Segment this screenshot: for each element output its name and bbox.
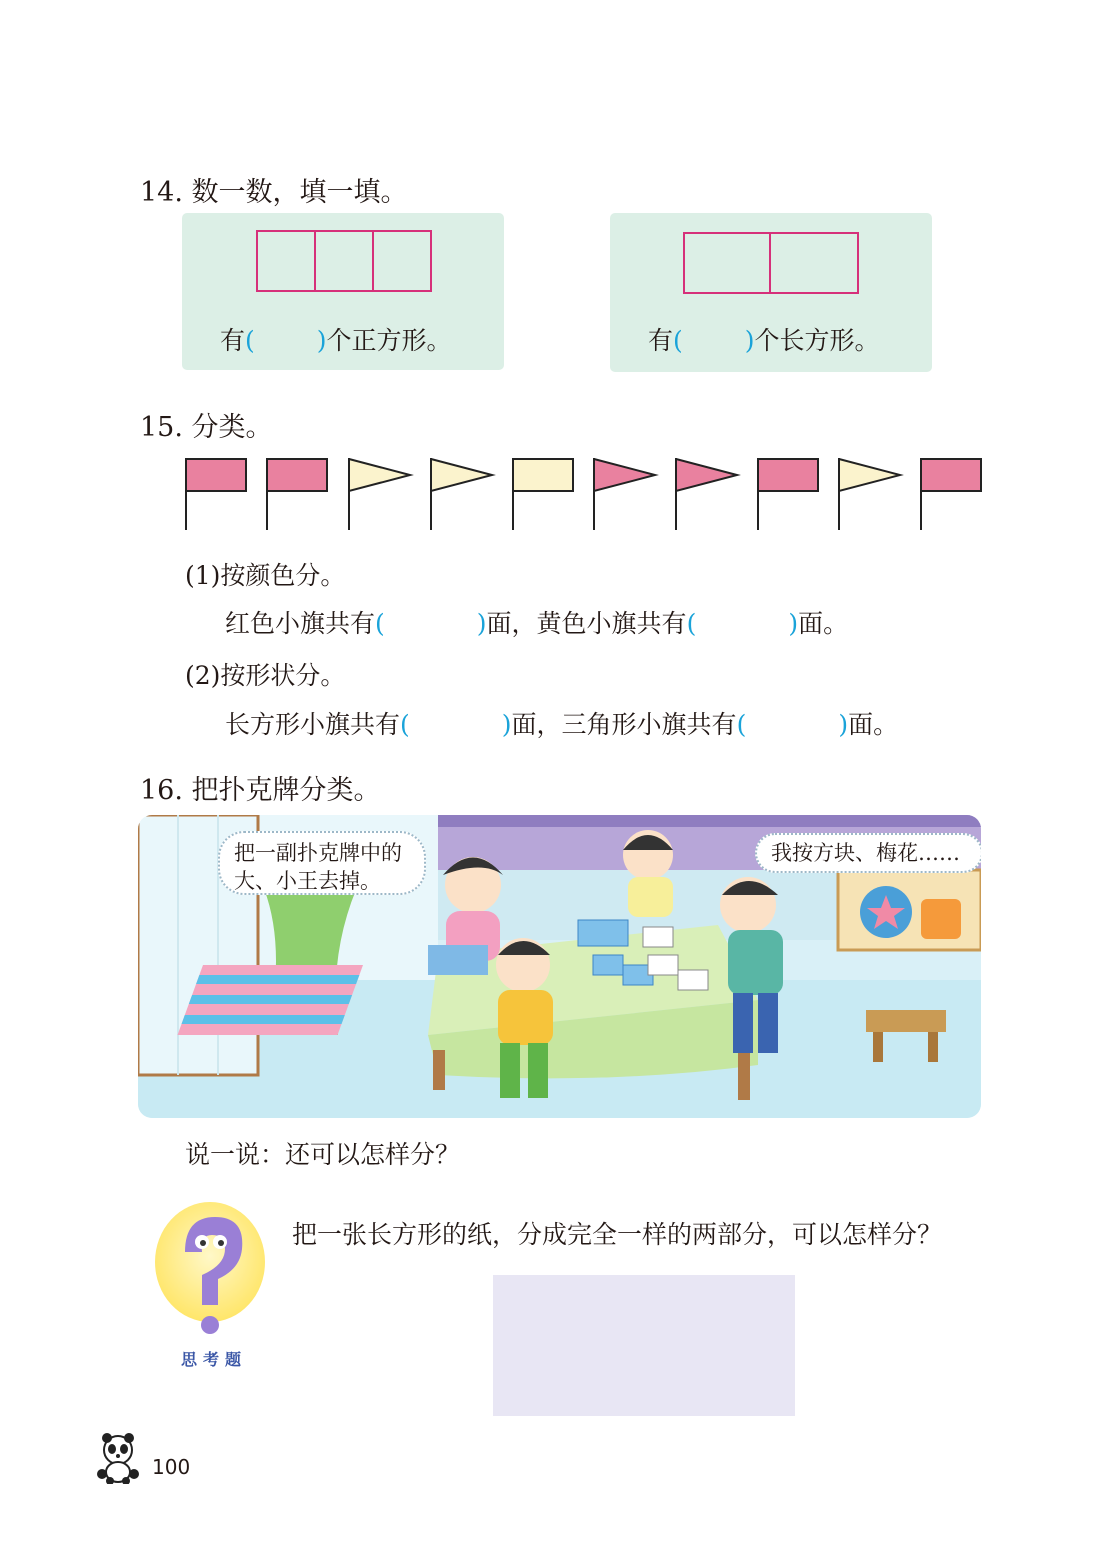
- q15-part2-heading: (2)按形状分。: [185, 661, 346, 690]
- question-mark-mascot: [150, 1197, 270, 1347]
- rectangle-flag-red: [920, 458, 990, 530]
- three-squares-figure: [256, 230, 432, 292]
- triangle-flag-red: [593, 458, 663, 530]
- q14-right-post: 个长方形。: [754, 326, 880, 355]
- close-paren: ): [744, 326, 755, 355]
- flag-cloth: [349, 459, 410, 491]
- square-divider: [314, 230, 316, 292]
- triangle-flag-yellow: [838, 458, 908, 530]
- flag-cloth: [758, 459, 818, 491]
- triangle-flag-count-label: 面，三角形小旗共有: [511, 710, 737, 739]
- q15-part1-line: [225, 604, 848, 640]
- page-number: 100: [152, 1455, 191, 1479]
- open-paren: (: [245, 326, 255, 355]
- triangle-flag-red: [675, 458, 745, 530]
- triangle-flag-yellow: [430, 458, 500, 530]
- q15-title: 15. 分类。: [140, 412, 273, 443]
- close-paren: ): [788, 609, 799, 638]
- q14-right-pre: 有: [648, 326, 674, 355]
- flag-cloth: [267, 459, 327, 491]
- flag-cloth: [676, 459, 737, 491]
- q14-right-panel: [610, 213, 932, 372]
- triangle-flag-yellow: [348, 458, 418, 530]
- close-paren: ): [501, 710, 512, 739]
- panda-icon: [90, 1428, 146, 1484]
- rect-flag-count-label: 长方形小旗共有: [225, 710, 401, 739]
- flag-cloth: [839, 459, 900, 491]
- q15-part1-heading: (1)按颜色分。: [185, 561, 346, 590]
- speech-bubble-right: 我按方块、梅花……: [755, 833, 981, 873]
- flag-cloth: [513, 459, 573, 491]
- q15-part2-line: [225, 705, 898, 741]
- rectangle-flag-red: [185, 458, 255, 530]
- flag-cloth: [921, 459, 981, 491]
- flag-cloth: [431, 459, 492, 491]
- q14-left-post: 个正方形。: [326, 326, 452, 355]
- open-paren: (: [686, 609, 697, 638]
- close-paren: ): [838, 710, 849, 739]
- unit-text: 面。: [798, 609, 849, 638]
- open-paren: (: [400, 710, 410, 739]
- q14-left-panel: [182, 213, 504, 370]
- q16-discuss-prompt: 说一说：还可以怎样分？: [185, 1140, 461, 1169]
- unit-text: 面。: [848, 710, 899, 739]
- card-sorting-illustration: [138, 815, 981, 1118]
- rectangle-divider: [769, 232, 771, 294]
- open-paren: (: [673, 326, 683, 355]
- yellow-flag-count-label: 面，黄色小旗共有: [486, 609, 687, 638]
- q14-right-answer-line: [648, 321, 880, 357]
- open-paren: (: [375, 609, 385, 638]
- q16-title: 16. 把扑克牌分类。: [140, 775, 381, 806]
- speech-bubble-left: 把一副扑克牌中的大、小王去掉。: [218, 831, 426, 895]
- q14-title: 14. 数一数，填一填。: [140, 177, 408, 208]
- think-question: 把一张长方形的纸，分成完全一样的两部分，可以怎样分？: [292, 1220, 943, 1249]
- rectangle-flag-yellow: [512, 458, 582, 530]
- flag-cloth: [186, 459, 246, 491]
- think-label: 思考题: [181, 1350, 248, 1369]
- square-divider: [372, 230, 374, 292]
- close-paren: ): [316, 326, 327, 355]
- two-rectangles-figure: [683, 232, 859, 294]
- q14-left-answer-line: [220, 321, 452, 357]
- close-paren: ): [476, 609, 487, 638]
- q14-left-pre: 有: [220, 326, 246, 355]
- rectangle-flag-red: [266, 458, 336, 530]
- answer-area[interactable]: [493, 1275, 795, 1416]
- open-paren: (: [736, 710, 747, 739]
- rectangle-flag-red: [757, 458, 827, 530]
- red-flag-count-label: 红色小旗共有: [225, 609, 376, 638]
- flag-cloth: [594, 459, 655, 491]
